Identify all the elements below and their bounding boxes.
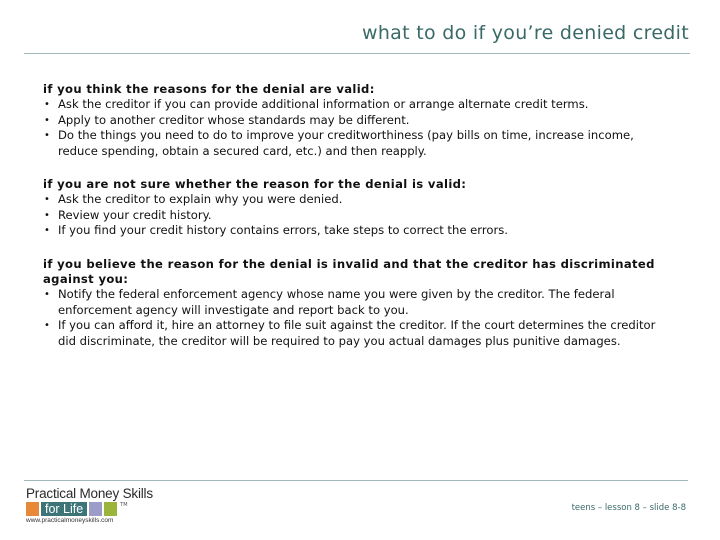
list-item-text: Ask the creditor if you can provide additional information or arrange alternate credit terms. — [58, 97, 589, 112]
bullet-icon: • — [44, 99, 50, 111]
list-item — [43, 192, 673, 207]
bullet-icon: • — [44, 194, 50, 206]
slide-content — [43, 82, 673, 367]
bullet-icon: • — [44, 225, 50, 237]
logo-trademark: TM — [120, 502, 128, 508]
bullet-icon: • — [44, 320, 50, 332]
list-item-text: Ask the creditor to explain why you were denied. — [58, 192, 343, 207]
logo-lavender-square-icon — [89, 502, 102, 516]
bullet-icon: • — [44, 114, 50, 126]
section-valid-reasons — [43, 82, 673, 159]
bullet-icon: • — [44, 130, 50, 142]
logo-name: Practical Money Skills — [26, 486, 153, 501]
list-item-text: Apply to another creditor whose standards may be different. — [58, 112, 410, 127]
list-item — [43, 287, 673, 318]
list-item — [43, 208, 673, 223]
title-divider — [24, 53, 690, 54]
slide-footer-label: teens – lesson 8 – slide 8-8 — [571, 503, 686, 513]
bullet-list — [43, 287, 673, 349]
list-item-text: If you find your credit history contains errors, take steps to correct the errors. — [58, 223, 508, 238]
logo-green-square-icon — [104, 502, 117, 516]
bullet-icon: • — [44, 209, 50, 221]
logo-bar — [26, 502, 166, 516]
logo-url: www.practicalmoneyskills.com — [26, 517, 114, 524]
list-item-text: If you can afford it, hire an attorney to file suit against the creditor. If the court determines the creditor did discriminate, the creditor will be required to pay you actual damages plus punitive damages. — [58, 318, 656, 348]
list-item — [43, 113, 673, 128]
section-discrimination — [43, 257, 673, 349]
list-item — [43, 318, 673, 349]
slide-title: what to do if you’re denied credit — [361, 22, 689, 44]
logo-orange-square-icon — [26, 502, 39, 516]
bullet-icon: • — [44, 289, 50, 301]
bullet-list — [43, 97, 673, 159]
section-heading: if you are not sure whether the reason for the denial is valid: — [43, 177, 467, 192]
logo-tagline: for Life — [41, 502, 87, 516]
bullet-list — [43, 192, 673, 238]
list-item — [43, 97, 673, 112]
list-item — [43, 128, 673, 159]
list-item-text: Do the things you need to do to improve your creditworthiness (pay bills on time, increase income, reduce spending, obtain a secured card, etc.) and then reapply. — [58, 128, 634, 158]
list-item-text: Notify the federal enforcement agency whose name you were given by the creditor. The federal enforcement agency will investigate and report back to you. — [58, 287, 615, 317]
section-heading: if you believe the reason for the denial is invalid and that the creditor has discriminated against you: — [43, 256, 655, 287]
footer-divider — [24, 480, 688, 481]
section-not-sure — [43, 177, 673, 239]
section-heading: if you think the reasons for the denial are valid: — [43, 82, 375, 96]
list-item — [43, 223, 673, 238]
list-item-text: Review your credit history. — [58, 207, 212, 222]
practical-money-skills-logo — [26, 486, 166, 528]
